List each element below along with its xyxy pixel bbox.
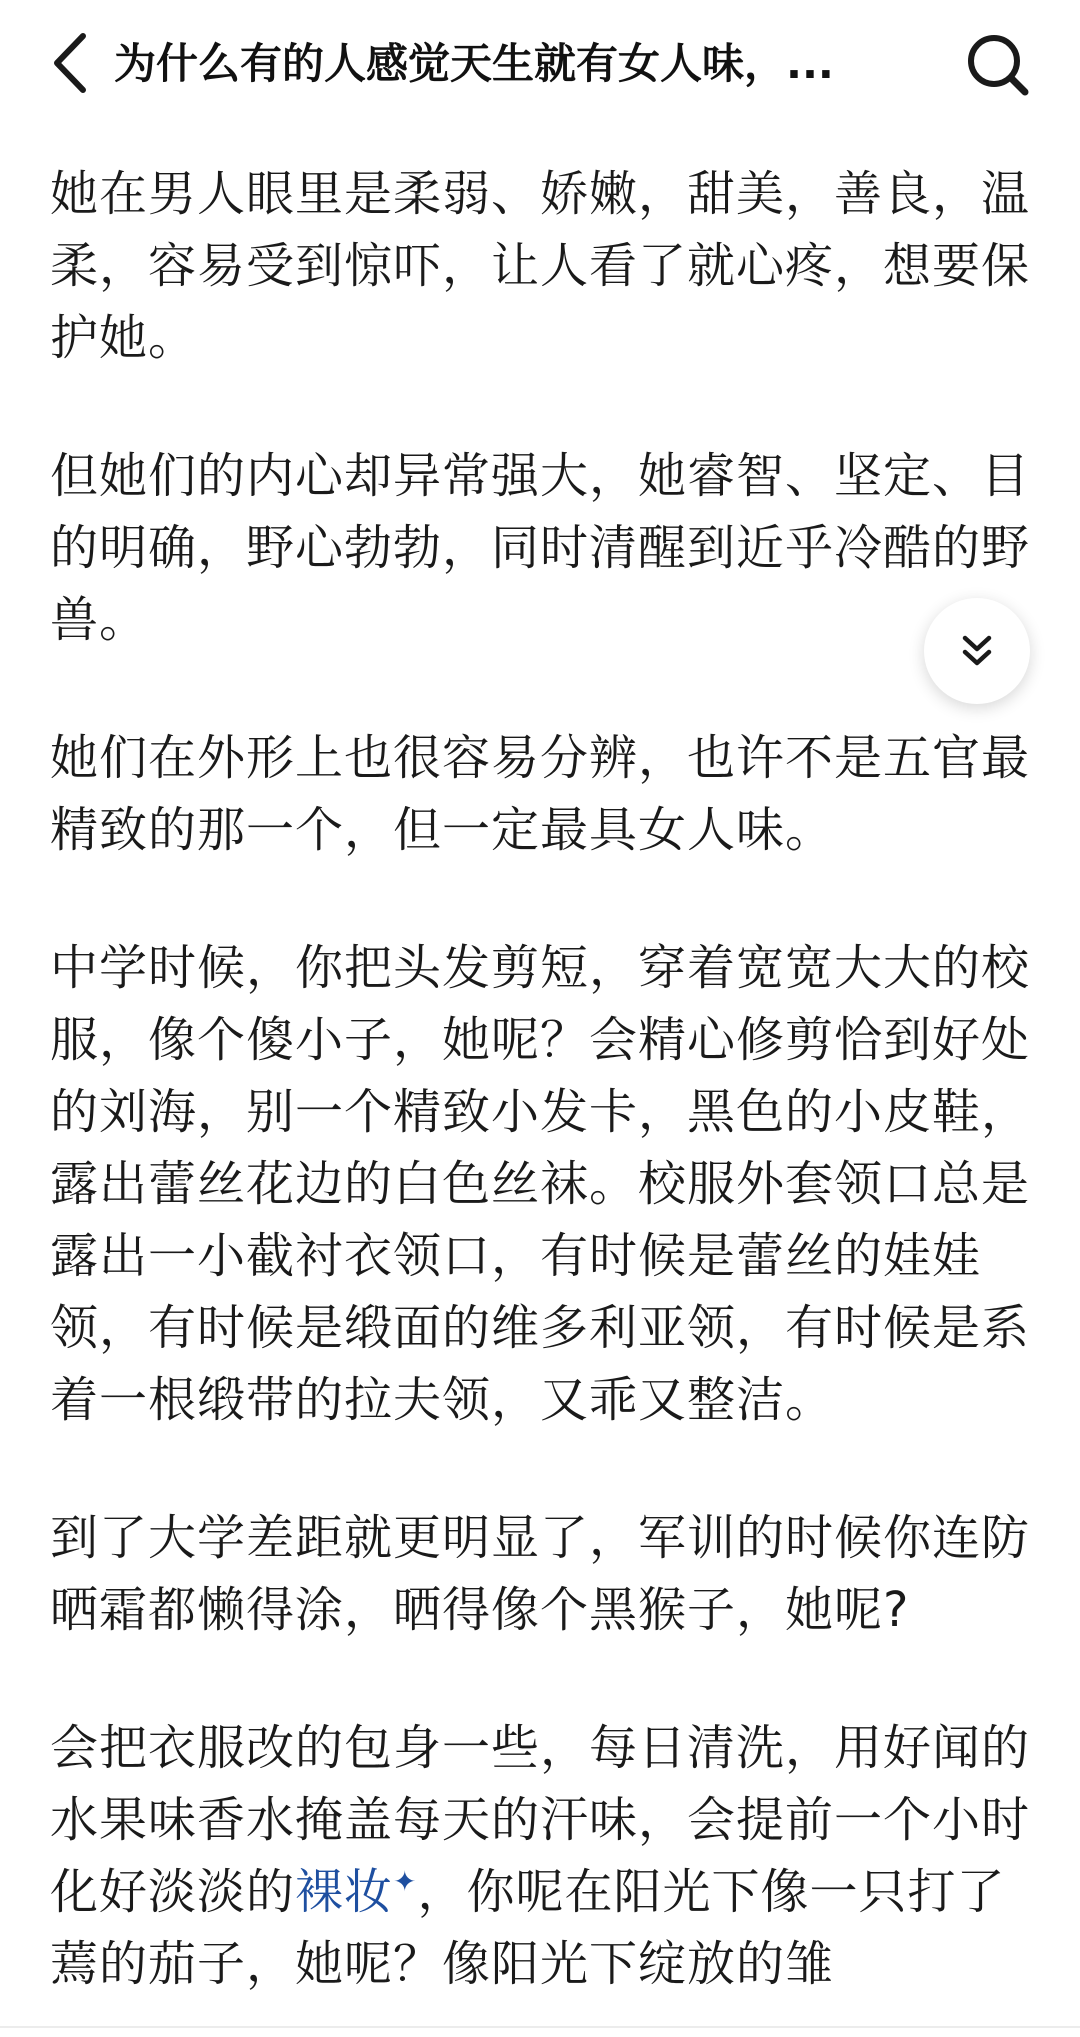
search-icon [965,32,1031,98]
article-body [50,158,1030,2037]
page-title: 为什么有的人感觉天生就有女人味，... [114,39,834,88]
paragraph-text-after-link: ，你呢在阳光下像一只打了蔫的茄子，她呢？像阳光下绽放的雏 [50,1864,1006,1992]
article-paragraph: 她们在外形上也很容易分辨，也许不是五官最精致的那一个，但一定最具女人味。 [50,730,1031,858]
article-paragraph-with-link [50,1712,1030,2000]
keyword-link[interactable]: 裸妆 [295,1864,394,1920]
double-chevron-down-icon [957,631,997,671]
article-paragraph: 到了大学差距就更明显了，军训的时候你连防晒霜都懒得涂，晒得像个黑猴子，她呢? [50,1510,1031,1638]
article-paragraph: 但她们的内心却异常强大，她睿智、坚定、目的明确，野心勃勃，同时清醒到近乎冷酷的野兽。 [50,448,1031,648]
sparkle-icon: ✦ [393,1865,418,1898]
article-paragraph: 她在男人眼里是柔弱、娇嫩，甜美，善良，温柔，容易受到惊吓，让人看了就心疼，想要保护她。 [50,166,1031,366]
scroll-down-button[interactable] [924,598,1030,704]
chevron-left-icon [50,32,90,94]
bottom-divider [0,2026,1080,2028]
search-button[interactable] [958,28,1038,102]
top-bar [0,0,1080,128]
article-paragraph: 中学时候，你把头发剪短，穿着宽宽大大的校服，像个傻小子，她呢？会精心修剪恰到好处的刘海，别一个精致小发卡，黑色的小皮鞋，露出蕾丝花边的白色丝袜。校服外套领口总是露出一小截衬衣领口，有时候是蕾丝的娃娃领，有时候是缎面的维多利亚领，有时候是系着一根缎带的拉夫领，又乖又整洁。 [50,940,1031,1428]
back-button[interactable] [40,28,100,98]
paragraph-text-before-link: 会把衣服改的包身一些，每日清洗，用好闻的水果味香水掩盖每天的汗味，会提前一个小时化好淡淡的 [50,1720,1031,1920]
